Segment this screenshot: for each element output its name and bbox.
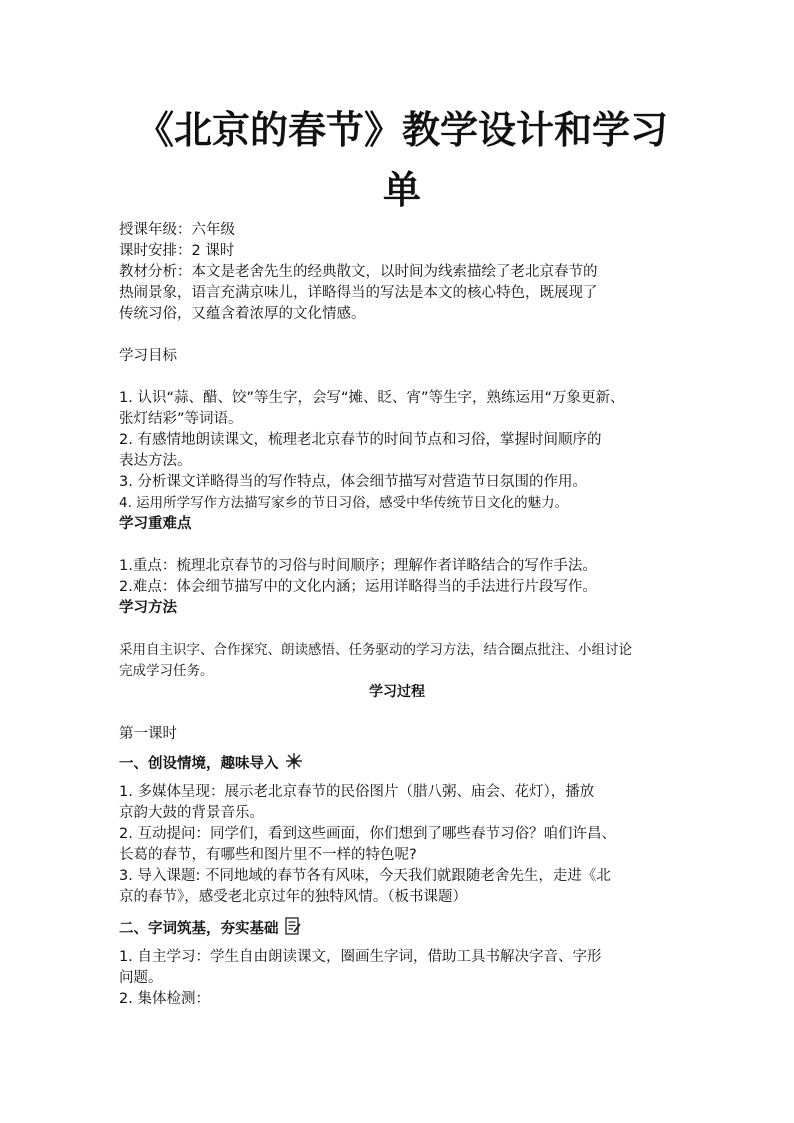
section2-heading (119, 917, 699, 941)
goal-line: 3. 分析课文详略得当的写作特点，体会细节描写对营造节日氛围的作用。 (119, 474, 587, 490)
memo-icon (285, 917, 301, 941)
goal-line: 4. 运用所学写作方法描写家乡的节日习俗，感受中华传统节日文化的魅力。 (119, 495, 569, 511)
goal-line: 表达方法。 (119, 453, 192, 469)
analysis-line: 热闹景象，语言充满京味儿，详略得当的写法是本文的核心特色，既展现了 (119, 285, 598, 301)
goals-heading: 学习目标 (119, 348, 177, 364)
section1-line: 长葛的春节，有哪些和图片里不一样的特色呢? (119, 847, 417, 863)
lesson-label: 第一课时 (119, 726, 177, 742)
grade-info: 授课年级：六年级 (119, 222, 235, 238)
document-title-line-1: 《北京的春节》教学设计和学习 (135, 108, 668, 152)
section1-heading (119, 752, 699, 776)
hours-info: 课时安排：2 课时 (119, 243, 235, 259)
firework-icon (285, 752, 303, 776)
section2-heading-text: 二、字词筑基，夯实基础 (119, 921, 279, 937)
method-heading: 学习方法 (119, 600, 177, 616)
section2-line: 2. 集体检测： (119, 991, 210, 1007)
keypoint-line: 2.难点：体会细节描写中的文化内涵；运用详略得当的手法进行片段写作。 (119, 579, 597, 595)
goal-line: 张灯结彩”等词语。 (119, 411, 243, 427)
keypoint-line: 1.重点：梳理北京春节的习俗与时间顺序；理解作者详略结合的写作手法。 (119, 558, 597, 574)
section1-line: 京韵大鼓的背景音乐。 (119, 805, 264, 821)
section1-line: 3. 导入课题: 不同地域的春节各有风味，今天我们就跟随老舍先生，走进《北 (119, 868, 611, 884)
goal-line: 1. 认识“蒜、醋、饺”等生字，会写“摊、眨、宵”等生字，熟练运用“万象更新、 (119, 390, 625, 406)
document-title-line-2: 单 (382, 168, 421, 212)
analysis-line: 传统习俗，又蕴含着浓厚的文化情感。 (119, 306, 366, 322)
method-line: 完成学习任务。 (119, 663, 214, 679)
section1-heading-text: 一、创设情境，趣味导入 (119, 756, 279, 772)
analysis-line: 教材分析：本文是老舍先生的经典散文，以时间为线索描绘了老北京春节的 (119, 264, 598, 280)
section1-line: 京的春节》，感受老北京过年的独特风情。（板书课题） (119, 889, 467, 905)
section2-line: 问题。 (119, 970, 163, 986)
goal-line: 2. 有感情地朗读课文，梳理老北京春节的时间节点和习俗，掌握时间顺序的 (119, 432, 602, 448)
section2-line: 1. 自主学习：学生自由朗读课文，圈画生字词，借助工具书解决字音、字形 (119, 949, 602, 965)
section1-line: 2. 互动提问：同学们，看到这些画面，你们想到了哪些春节习俗？咱们许昌、 (119, 826, 616, 842)
process-heading: 学习过程 (369, 684, 425, 700)
section1-line: 1. 多媒体呈现：展示老北京春节的民俗图片（腊八粥、庙会、花灯），播放 (119, 784, 595, 800)
method-line: 采用自主识字、合作探究、朗读感悟、任务驱动的学习方法，结合圈点批注、小组讨论 (119, 642, 632, 658)
keypoints-heading: 学习重难点 (119, 516, 192, 532)
